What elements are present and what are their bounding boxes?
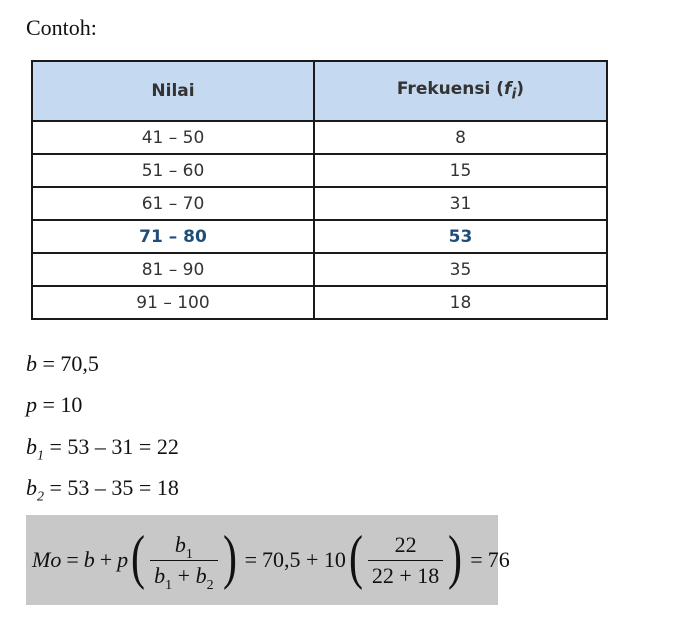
var-b2-line [26,474,179,511]
header-close-paren: ) [516,79,525,100]
var-b1-value: = 53 – 31 = 22 [44,434,179,459]
formula-fraction-b [150,531,217,593]
frequency-table [31,60,608,320]
cell-nilai: 91 – 100 [32,286,314,319]
header-nilai: Nilai [32,61,314,121]
var-b2-symbol: b [26,475,37,500]
header-fi-symbol: f [504,79,512,100]
table-header-row [32,61,607,121]
table-row [32,187,607,220]
formula-rparen-2: ) [448,524,463,590]
formula-lparen-1: ( [131,524,146,590]
var-b1-sub: 1 [37,448,44,464]
mode-formula-box [26,515,510,605]
cell-frekuensi: 31 [314,187,607,220]
cell-frekuensi: 18 [314,286,607,319]
var-p-line [26,391,82,419]
num-b: b [174,531,186,557]
fraction-numeric-numerator: 22 [394,531,417,557]
mode-formula [32,515,510,605]
cell-nilai: 81 – 90 [32,253,314,286]
cell-frekuensi: 8 [314,121,607,154]
fraction-numeric-denominator: 22 + 18 [368,560,443,589]
var-b2-value: = 53 – 35 = 18 [44,475,179,500]
var-b-symbol: b [26,351,37,376]
formula-plus: + [99,547,113,572]
formula-rparen-1: ) [222,524,237,590]
fraction-b-numerator [171,532,197,560]
header-frekuensi [314,61,607,121]
page-title: Contoh: [26,15,97,40]
var-b2-sub: 2 [37,489,44,505]
formula-equals-2: = [244,547,257,572]
den-plus: + [172,562,196,588]
var-b-value: = 70,5 [37,351,99,376]
header-frekuensi-label: Frekuensi ( [396,79,505,100]
table-row [32,253,607,286]
den-b2: b [195,562,207,588]
cell-nilai: 61 – 70 [32,187,314,220]
cell-frekuensi: 53 [314,220,607,253]
cell-frekuensi: 35 [314,253,607,286]
formula-mid: 70,5 + 10 [261,547,346,572]
fraction-b-denominator [150,560,217,593]
den-b1: b [154,562,166,588]
formula-b: b [83,547,95,572]
table-row [32,154,607,187]
table-row [32,121,607,154]
formula-equals-1: = [66,547,79,572]
var-b1-symbol: b [26,434,37,459]
cell-nilai: 51 – 60 [32,154,314,187]
formula-equals-3: = [470,547,483,572]
cell-nilai: 41 – 50 [32,121,314,154]
cell-nilai: 71 – 80 [32,220,314,253]
cell-frekuensi: 15 [314,154,607,187]
formula-lparen-2: ( [348,524,363,590]
table-row-highlighted [32,220,607,253]
header-fi-sub: i [511,86,517,103]
den-b2-sub: 2 [206,577,214,593]
var-p-value: = 10 [37,392,83,417]
formula-result: 76 [487,547,510,572]
formula-fraction-numeric [368,532,443,589]
var-p-symbol: p [26,392,37,417]
formula-p: p [117,547,129,572]
var-b-line [26,350,99,378]
var-b1-line [26,433,179,470]
den-b1-sub: 1 [165,577,173,593]
num-b-sub: 1 [185,546,193,562]
table-row [32,286,607,319]
formula-lhs: Mo [32,547,62,572]
